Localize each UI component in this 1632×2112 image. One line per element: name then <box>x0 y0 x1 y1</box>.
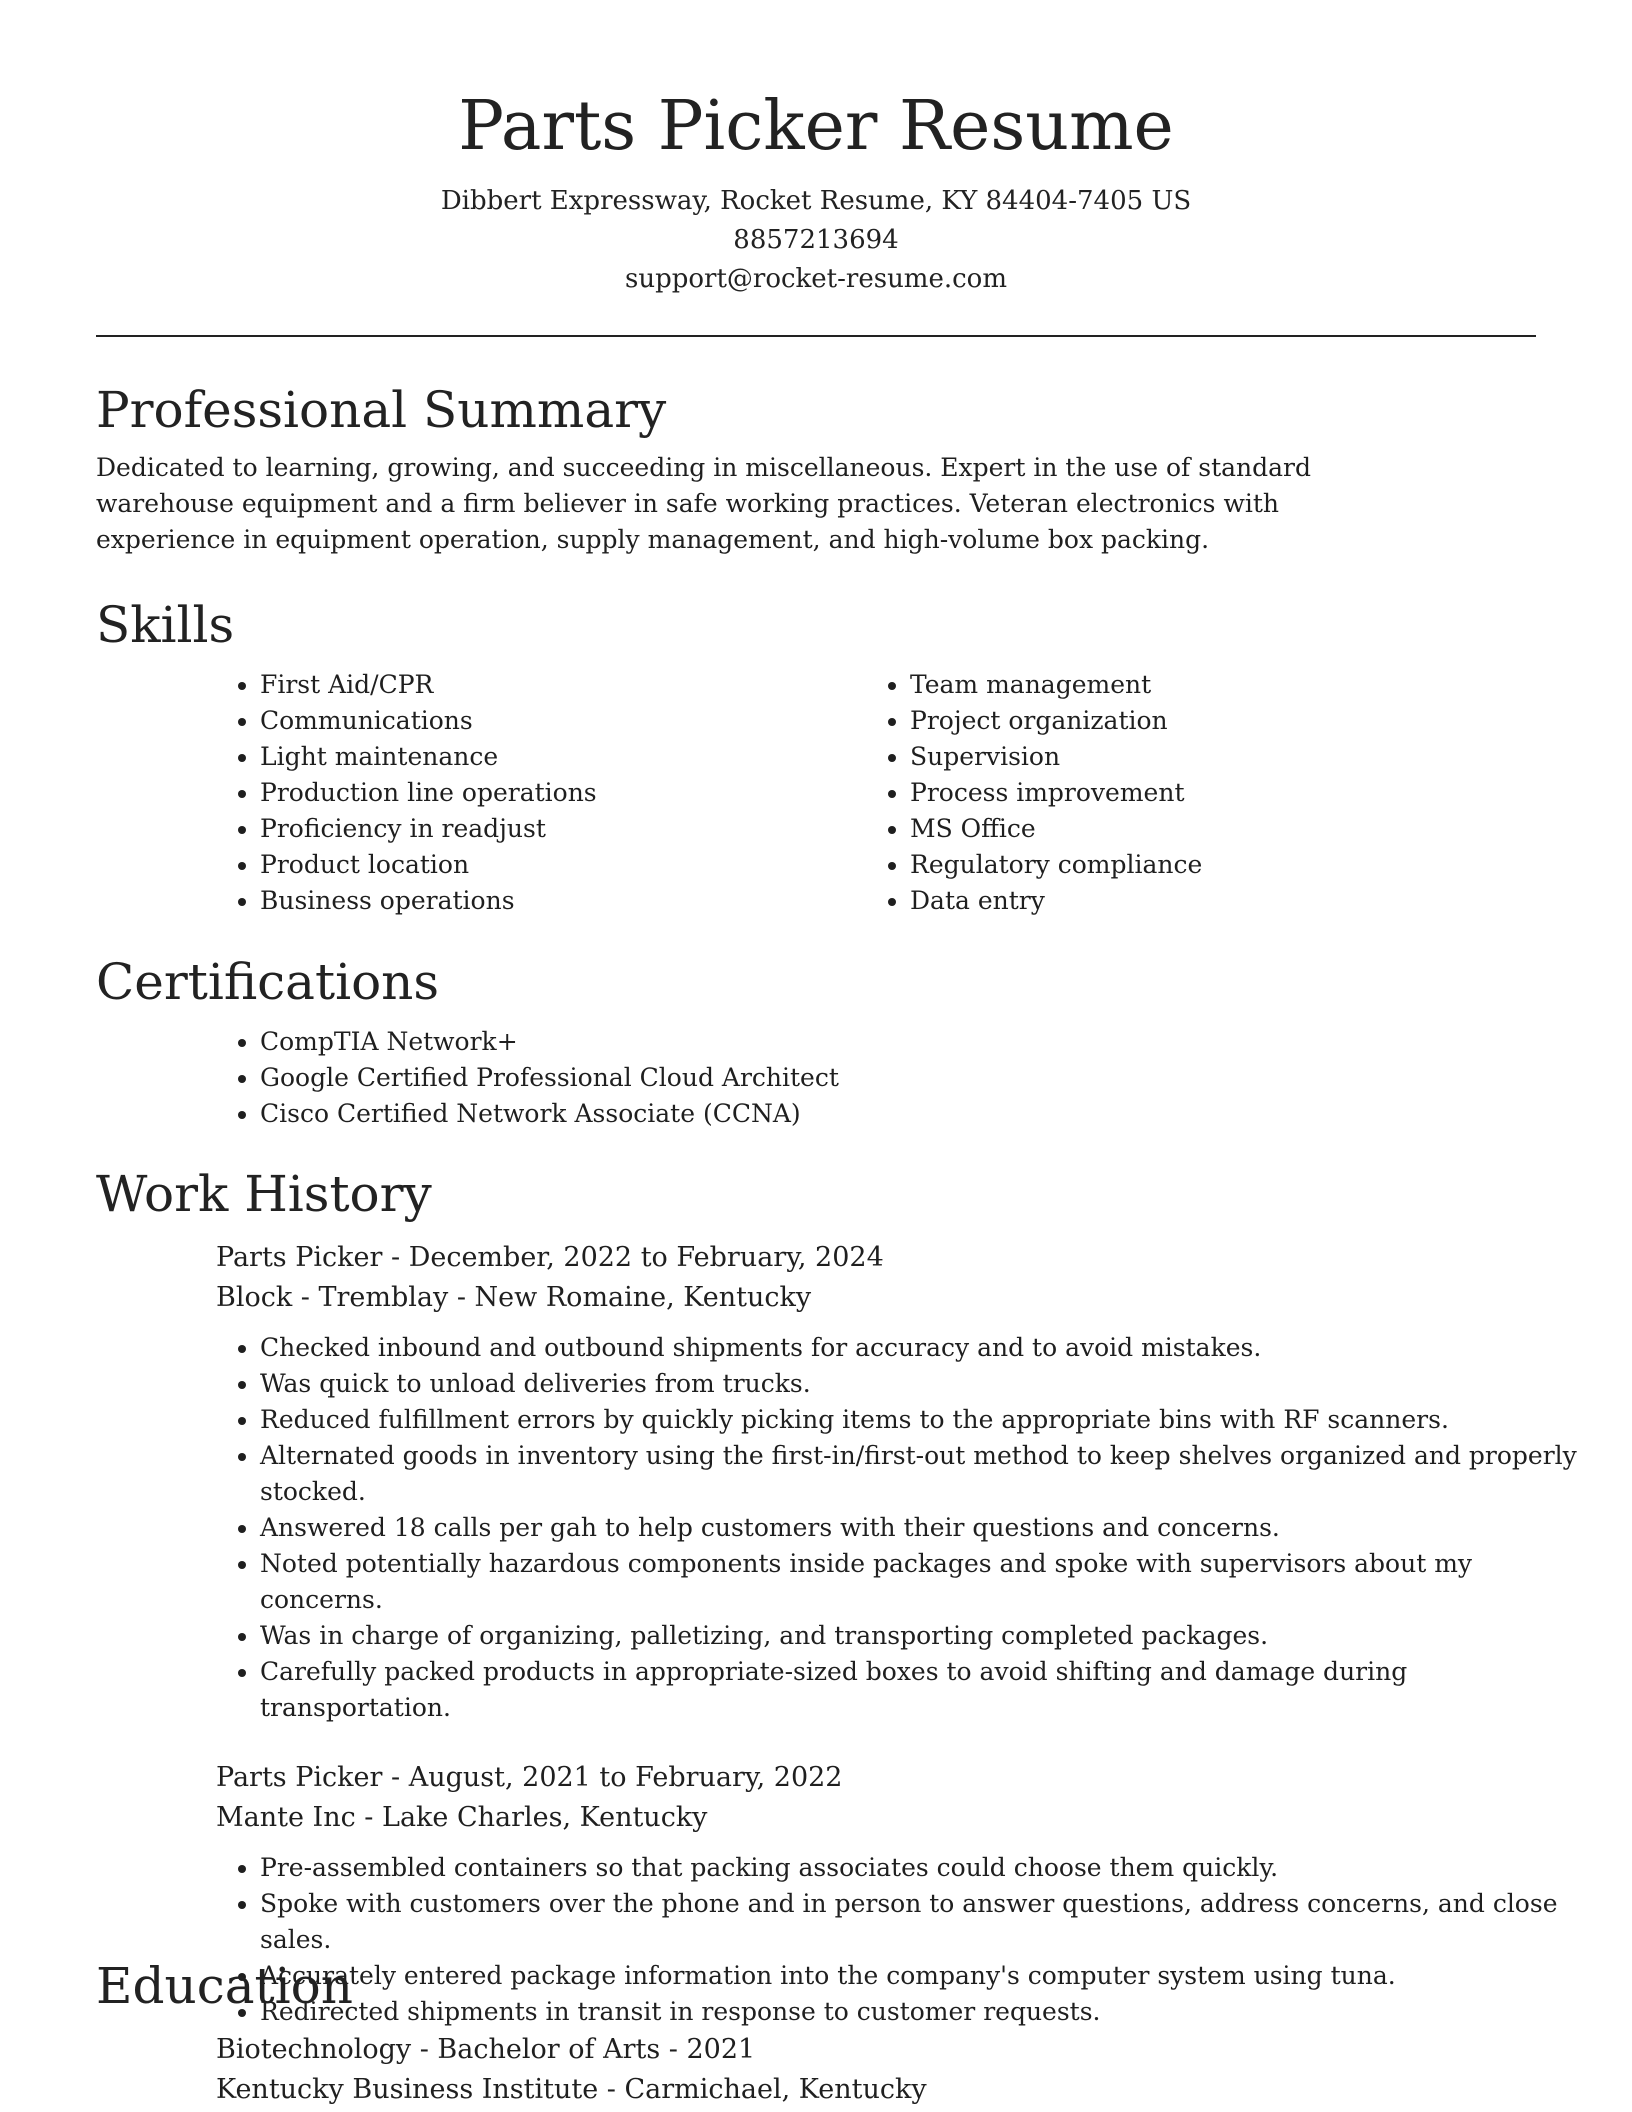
certification-item: • CompTIA Network+ <box>260 1024 1536 1060</box>
skill-item: • Light maintenance <box>260 739 866 775</box>
email: support@rocket-resume.com <box>624 264 1007 294</box>
header-divider <box>96 335 1536 337</box>
skill-item: • First Aid/CPR <box>260 667 866 703</box>
job-bullet: • Accurately entered package information into the company's computer system using tuna. <box>260 1958 1580 1994</box>
summary-text: Dedicated to learning, growing, and succeeding in miscellaneous. Expert in the use of standard warehouse equipment and a firm believer in safe working practices. Veteran electronics with experience in equipment operation, supply management, and high-volume box packing. <box>96 453 1311 554</box>
skills-grid <box>216 667 1536 919</box>
skill-item: • Supervision <box>910 739 1516 775</box>
job-entry <box>216 1238 1577 1726</box>
certifications-list-wrap <box>216 1024 1536 1132</box>
job-bullet: • Spoke with customers over the phone and in person to answer questions, address concerns, and close sales. <box>260 1886 1580 1958</box>
job-bullets <box>216 1330 1580 1726</box>
job-bullet: • Carefully packed products in appropriate-sized boxes to avoid shifting and damage during transportation. <box>260 1654 1580 1726</box>
job-company-line: Block - Tremblay - New Romaine, Kentucky <box>216 1282 812 1313</box>
contact-info <box>96 182 1536 299</box>
skill-item: • MS Office <box>910 811 1516 847</box>
work-history-section <box>96 1162 1577 2030</box>
skill-item: • Business operations <box>260 883 866 919</box>
resume-title: Parts Picker Resume <box>458 87 1174 166</box>
section-title-skills: Skills <box>96 596 235 654</box>
certifications-section <box>96 950 1536 1132</box>
job-bullet: • Was in charge of organizing, palletizing, and transporting completed packages. <box>260 1618 1580 1654</box>
professional-summary-section <box>96 378 1536 558</box>
education-school-line: Kentucky Business Institute - Carmichael, Kentucky <box>216 2074 927 2105</box>
certifications-list <box>216 1024 1536 1132</box>
skill-item: • Project organization <box>910 703 1516 739</box>
phone: 8857213694 <box>733 225 899 255</box>
job-bullet: • Answered 18 calls per gah to help customers with their questions and concerns. <box>260 1510 1580 1546</box>
skill-item: • Proficiency in readjust <box>260 811 866 847</box>
skills-section <box>96 593 1536 919</box>
skill-item: • Process improvement <box>910 775 1516 811</box>
address: Dibbert Expressway, Rocket Resume, KY 84404-7405 US <box>440 186 1192 216</box>
skill-item: • Product location <box>260 847 866 883</box>
education-degree-line: Biotechnology - Bachelor of Arts - 2021 <box>216 2034 756 2065</box>
resume-header <box>96 0 1536 337</box>
education-entry <box>216 2030 1536 2110</box>
skill-item: • Data entry <box>910 883 1516 919</box>
job-bullet: • Was quick to unload deliveries from trucks. <box>260 1366 1580 1402</box>
section-title-summary: Professional Summary <box>96 381 667 439</box>
section-title-education: Education <box>96 1957 353 2015</box>
job-bullet: • Redirected shipments in transit in response to customer requests. <box>260 1994 1580 2030</box>
section-title-work-history: Work History <box>96 1165 432 1223</box>
job-company-line: Mante Inc - Lake Charles, Kentucky <box>216 1802 708 1833</box>
skill-item: • Team management <box>910 667 1516 703</box>
skill-item: • Communications <box>260 703 866 739</box>
education-section <box>96 1954 1536 2110</box>
skills-column-left <box>216 667 866 919</box>
section-title-certifications: Certifications <box>96 953 440 1011</box>
job-bullet: • Alternated goods in inventory using the first-in/first-out method to keep shelves organized and properly stocked. <box>260 1438 1580 1510</box>
job-bullet: • Pre-assembled containers so that packing associates could choose them quickly. <box>260 1850 1580 1886</box>
skills-column-right <box>866 667 1516 919</box>
job-bullet: • Reduced fulfillment errors by quickly picking items to the appropriate bins with RF scanners. <box>260 1402 1580 1438</box>
job-title-line: Parts Picker - December, 2022 to February, 2024 <box>216 1242 884 1273</box>
certification-item: • Cisco Certified Network Associate (CCNA) <box>260 1096 1536 1132</box>
skill-item: • Production line operations <box>260 775 866 811</box>
job-bullet: • Checked inbound and outbound shipments for accuracy and to avoid mistakes. <box>260 1330 1580 1366</box>
job-title-line: Parts Picker - August, 2021 to February, 2022 <box>216 1762 843 1793</box>
certification-item: • Google Certified Professional Cloud Architect <box>260 1060 1536 1096</box>
job-bullet: • Noted potentially hazardous components inside packages and spoke with supervisors about my concerns. <box>260 1546 1580 1618</box>
skill-item: • Regulatory compliance <box>910 847 1516 883</box>
resume-page <box>96 0 1577 2105</box>
